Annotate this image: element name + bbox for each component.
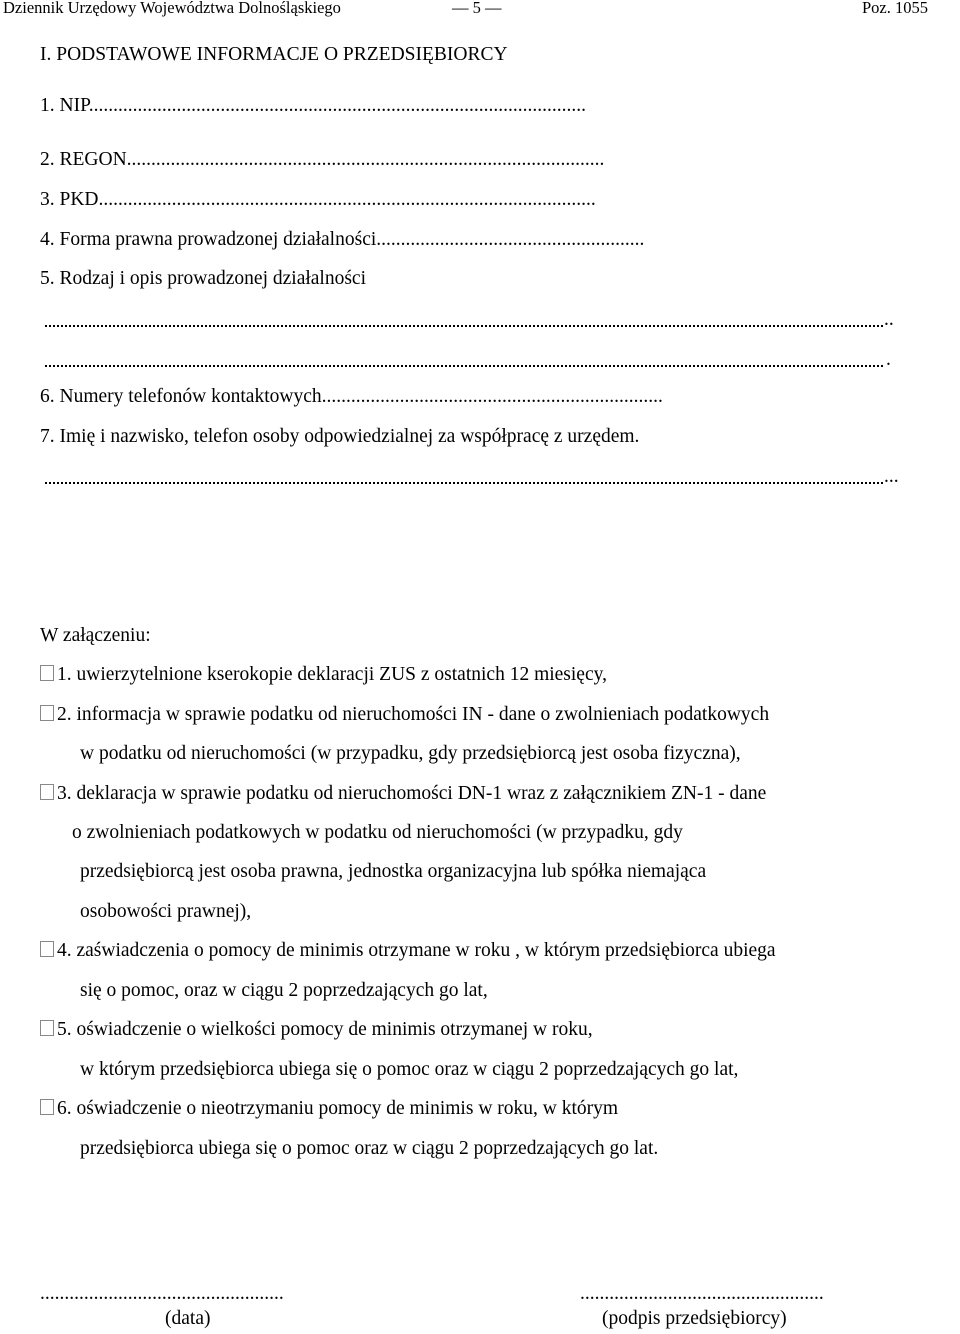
date-label: (data) bbox=[165, 1308, 211, 1329]
attachment-item-4-cont: się o pomoc, oraz w ciągu 2 poprzedzających go lat, bbox=[80, 980, 488, 1001]
field-label: 2. REGON bbox=[40, 149, 127, 170]
attachment-item-6: 6. oświadczenie o nieotrzymaniu pomocy de minimis w roku, w którym bbox=[40, 1098, 618, 1120]
checkbox[interactable] bbox=[40, 941, 54, 957]
attachment-item-3-cont: o zwolnieniach podatkowych w podatku od nieruchomości (w przypadku, gdy bbox=[72, 822, 683, 843]
field-legal-form bbox=[40, 229, 900, 251]
field-dots: ...................................................................................................... bbox=[88, 95, 587, 116]
dotted-line bbox=[45, 482, 883, 484]
field-dots: .................................................................................................. bbox=[126, 149, 605, 170]
checkbox[interactable] bbox=[40, 705, 54, 721]
position-number: Poz. 1055 bbox=[862, 0, 928, 17]
attachment-item-3: 3. deklaracja w sprawie podatku od nieruchomości DN-1 wraz z załącznikiem ZN-1 - dane bbox=[40, 783, 766, 805]
line-end: ... bbox=[884, 466, 899, 487]
page-number: — 5 — bbox=[452, 0, 502, 17]
checkbox[interactable] bbox=[40, 1020, 54, 1036]
attachment-item-3-cont: przedsiębiorcą jest osoba prawna, jednostka organizacyjna lub spółka niemająca bbox=[80, 861, 707, 882]
attachment-item-2: 2. informacja w sprawie podatku od nieruchomości IN - dane o zwolnieniach podatkowych bbox=[40, 704, 769, 726]
field-contact-person: 7. Imię i nazwisko, telefon osoby odpowiedzialnej za współpracę z urzędem. bbox=[40, 426, 640, 447]
attachment-item-5: 5. oświadczenie o wielkości pomocy de minimis otrzymanej w roku, bbox=[40, 1019, 593, 1041]
field-label: 1. NIP bbox=[40, 95, 89, 116]
line-end: . bbox=[886, 349, 891, 370]
signature-dots: .................................................. bbox=[580, 1283, 824, 1304]
field-dots: ...................................................................... bbox=[321, 386, 663, 407]
journal-title: Dziennik Urzędowy Województwa Dolnośląskiego bbox=[3, 0, 341, 17]
attachment-item-3-cont: osobowości prawnej), bbox=[80, 901, 252, 922]
field-dots: ....................................................... bbox=[376, 229, 645, 250]
field-label: 6. Numery telefonów kontaktowych bbox=[40, 386, 322, 407]
attachments-heading: W załączeniu: bbox=[40, 625, 151, 646]
line-end: .. bbox=[884, 309, 894, 330]
signature-label: (podpis przedsiębiorcy) bbox=[602, 1308, 787, 1329]
dotted-line bbox=[45, 325, 883, 327]
checkbox[interactable] bbox=[40, 784, 54, 800]
field-dots: ...................................................................................................... bbox=[98, 189, 596, 210]
checkbox[interactable] bbox=[40, 665, 54, 681]
dotted-line bbox=[45, 365, 883, 367]
section-title: I. PODSTAWOWE INFORMACJE O PRZEDSIĘBIORCY bbox=[40, 44, 508, 65]
field-phones bbox=[40, 386, 900, 408]
field-label: 3. PKD bbox=[40, 189, 99, 210]
field-pkd bbox=[40, 189, 900, 211]
attachment-item-6-cont: przedsiębiorca ubiega się o pomoc oraz w ciągu 2 poprzedzających go lat. bbox=[80, 1138, 659, 1159]
date-dots: .................................................. bbox=[40, 1283, 284, 1304]
attachment-item-5-cont: w którym przedsiębiorca ubiega się o pomoc oraz w ciągu 2 poprzedzających go lat, bbox=[80, 1059, 739, 1080]
attachment-item-4: 4. zaświadczenia o pomocy de minimis otrzymane w roku , w którym przedsiębiorca ubiega bbox=[40, 940, 776, 962]
attachment-item-2-cont: w podatku od nieruchomości (w przypadku, gdy przedsiębiorcą jest osoba fizyczna), bbox=[80, 743, 741, 764]
checkbox[interactable] bbox=[40, 1099, 54, 1115]
field-nip bbox=[40, 95, 900, 117]
field-regon bbox=[40, 149, 900, 171]
field-activity: 5. Rodzaj i opis prowadzonej działalności bbox=[40, 268, 366, 289]
field-label: 4. Forma prawna prowadzonej działalności bbox=[40, 229, 377, 250]
attachment-item-1: 1. uwierzytelnione kserokopie deklaracji ZUS z ostatnich 12 miesięcy, bbox=[40, 664, 607, 686]
